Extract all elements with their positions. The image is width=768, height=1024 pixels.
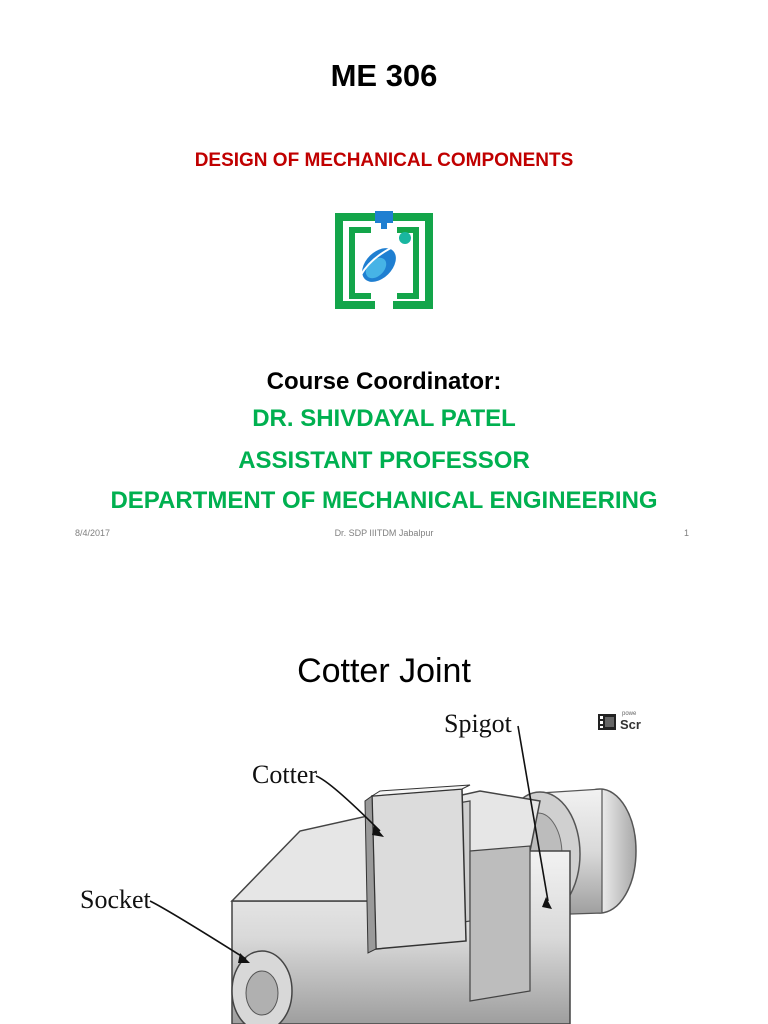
slide-2 bbox=[0, 555, 768, 1024]
coordinator-role: ASSISTANT PROFESSOR bbox=[238, 447, 530, 474]
coordinator-label: Course Coordinator: bbox=[266, 368, 502, 395]
institute-logo-icon bbox=[331, 207, 437, 315]
footer-center: Dr. SDP IIITDM Jabalpur bbox=[334, 528, 434, 538]
footer-page-number: 1 bbox=[684, 528, 690, 538]
coordinator-name: DR. SHIVDAYAL PATEL bbox=[252, 405, 516, 432]
slide-subtitle: DESIGN OF MECHANICAL COMPONENTS bbox=[194, 150, 574, 171]
footer-date: 8/4/2017 bbox=[75, 528, 111, 538]
watermark bbox=[598, 713, 648, 733]
socket-label: Socket bbox=[80, 885, 151, 914]
spigot-label: Spigot bbox=[444, 709, 512, 738]
watermark-text: Scr bbox=[620, 717, 641, 732]
cotter-joint-diagram bbox=[0, 701, 768, 1024]
slide-title: ME 306 bbox=[330, 58, 438, 93]
film-strip-icon bbox=[598, 713, 616, 731]
slide-title: Cotter Joint bbox=[297, 652, 471, 690]
cotter-label: Cotter bbox=[252, 760, 317, 789]
department: DEPARTMENT OF MECHANICAL ENGINEERING bbox=[110, 487, 658, 514]
watermark-small: powe bbox=[622, 711, 637, 717]
